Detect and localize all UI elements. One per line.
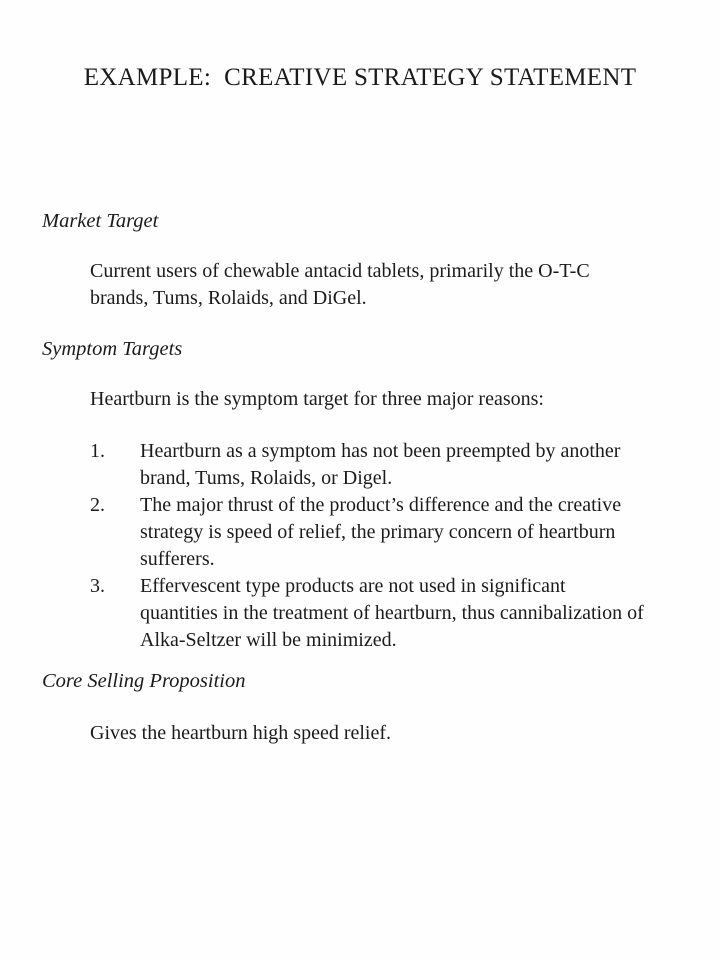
list-item-number: 2. xyxy=(90,494,105,516)
list-item-text: Effervescent type products are not used in significant quantities in the treatment of heartburn, thus cannibalization of Alka-Seltzer will be minimized. xyxy=(140,575,644,651)
paragraph-symptom-intro: Heartburn is the symptom target for three major reasons: xyxy=(90,388,544,410)
numbered-list xyxy=(90,438,720,654)
section-heading-market-target: Market Target xyxy=(42,210,159,232)
list-item-text: The major thrust of the product’s difference and the creative strategy is speed of relief, the primary concern of heartburn sufferers. xyxy=(140,494,622,570)
list-item xyxy=(90,573,720,654)
section-heading-core-selling-proposition: Core Selling Proposition xyxy=(42,670,246,692)
section-heading-symptom-targets: Symptom Targets xyxy=(42,338,183,360)
list-item-number: 3. xyxy=(90,575,105,597)
list-item-number: 1. xyxy=(90,440,105,462)
paragraph-market-target: Current users of chewable antacid tablets, primarily the O-T-C brands, Tums, Rolaids, and DiGel. xyxy=(90,260,590,309)
list-item xyxy=(90,438,720,492)
list-item xyxy=(90,492,720,573)
paragraph-core-selling: Gives the heartburn high speed relief. xyxy=(90,722,392,744)
slide-title: EXAMPLE: CREATIVE STRATEGY STATEMENT xyxy=(83,64,637,91)
list-item-text: Heartburn as a symptom has not been preempted by another brand, Tums, Rolaids, or Digel. xyxy=(140,440,621,489)
